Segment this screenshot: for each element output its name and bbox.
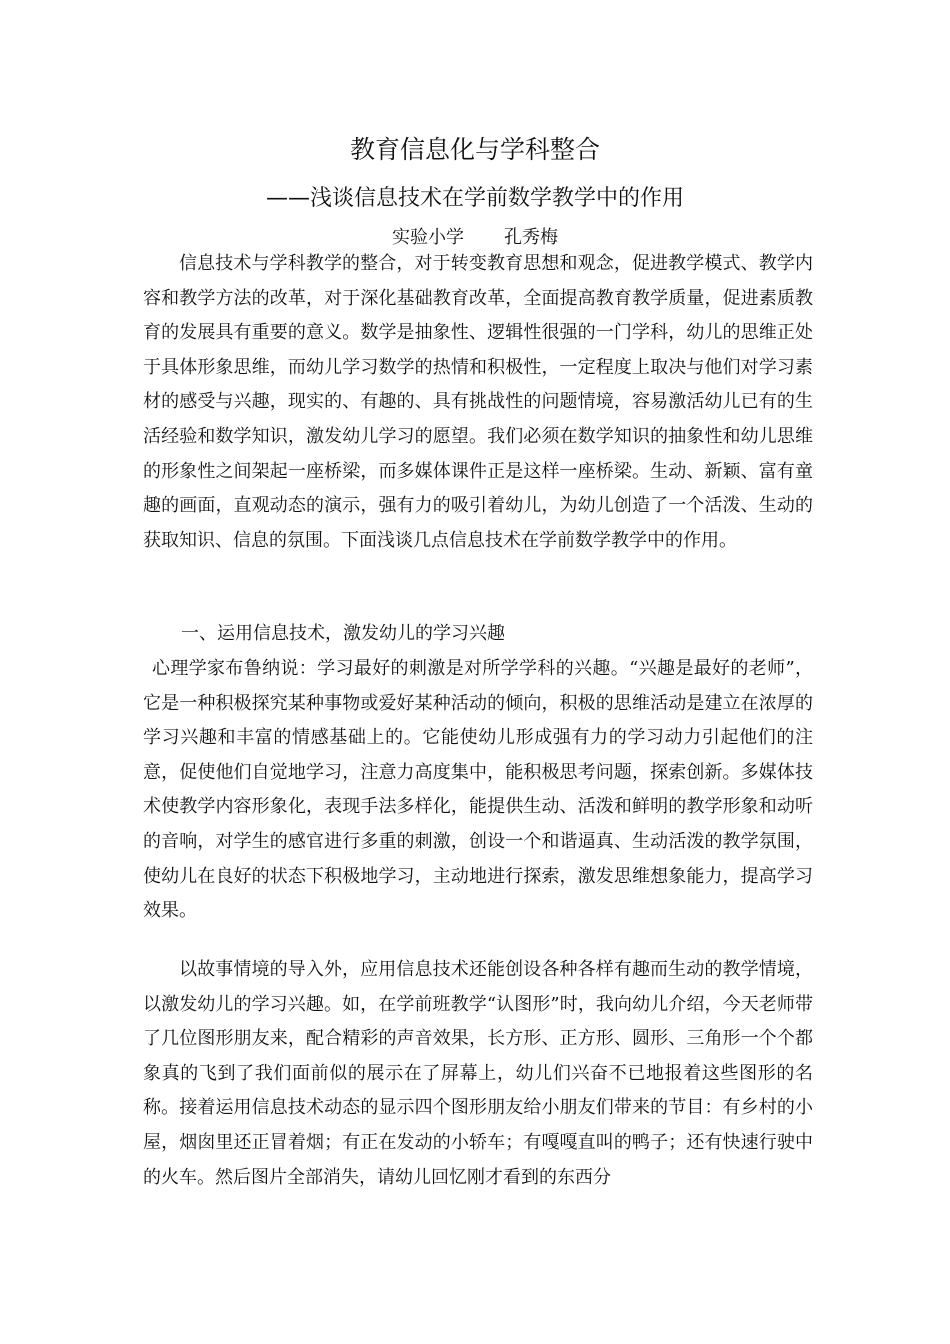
paragraph-interest: 心理学家布鲁纳说：学习最好的刺激是对所学学科的兴趣。“兴趣是最好的老师”，它是一种积极探究某种事物或爱好某种活动的倾向，积极的思维活动是建立在浓厚的学习兴趣和丰富的情感基础上的。它能使幼儿形成强有力的学习动力引起他们的注意，促使他们自觉地学习，注意力高度集中，能积极思考问题，探索创新。多媒体技术使教学内容形象化，表现手法多样化，能提供生动、活泼和鲜明的教学形象和动听的音响，对学生的感官进行多重的刺激，创设一个和谐逼真、生动活泼的教学氛围，使幼儿在良好的状态下积极地学习，主动地进行探索，激发思维想象能力，提高学习效果。	[143, 658, 813, 922]
document-subtitle: ——浅谈信息技术在学前数学教学中的作用	[265, 186, 684, 211]
document-title: 教育信息化与学科整合	[349, 135, 600, 164]
paragraph-example: 以故事情境的导入外，应用信息技术还能创设各种各样有趣而生动的教学情境，以激发幼儿的学习兴趣。如，在学前班教学“认图形”时，我向幼儿介绍，今天老师带了几位图形朋友来，配合精彩的声音效果，长方形、正方形、圆形、三角形一个个都象真的飞到了我们面前似的展示在了屏幕上，幼儿们兴奋不已地报着这些图形的名称。接着运用信息技术动态的显示四个图形朋友给小朋友们带来的节目：有乡村的小屋，烟囱里还正冒着烟；有正在发动的小轿车；有嘎嘎直叫的鸭子；还有快速行驶中的火车。然后图片全部消失，请幼儿回忆刚才看到的东西分	[143, 959, 813, 1188]
author-school: 实验小学	[391, 227, 464, 248]
paragraph-intro: 信息技术与学科教学的整合，对于转变教育思想和观念，促进教学模式、教学内容和教学方法的改革，对于深化基础教育改革，全面提高教育教学质量，促进素质教育的发展具有重要的意义。数学是抽象性、逻辑性很强的一门学科，幼儿的思维正处于具体形象思维，而幼儿学习数学的热情和积极性，一定程度上取决与他们对学习素材的感受与兴趣，现实的、有趣的、具有挑战性的问题情境，容易激活幼儿已有的生活经验和数学知识，激发幼儿学习的愿望。我们必须在数学知识的抽象性和幼儿思维的形象性之间架起一座桥梁，而多媒体课件正是这样一座桥梁。生动、新颖、富有童趣的画面，直观动态的演示，强有力的吸引着幼儿，为幼儿创造了一个活泼、生动的获取知识、信息的氛围。下面浅谈几点信息技术在学前数学教学中的作用。	[143, 253, 813, 551]
author-name: 孔秀梅	[504, 227, 559, 248]
section-heading: 一、运用信息技术，激发幼儿的学习兴趣	[181, 623, 505, 644]
